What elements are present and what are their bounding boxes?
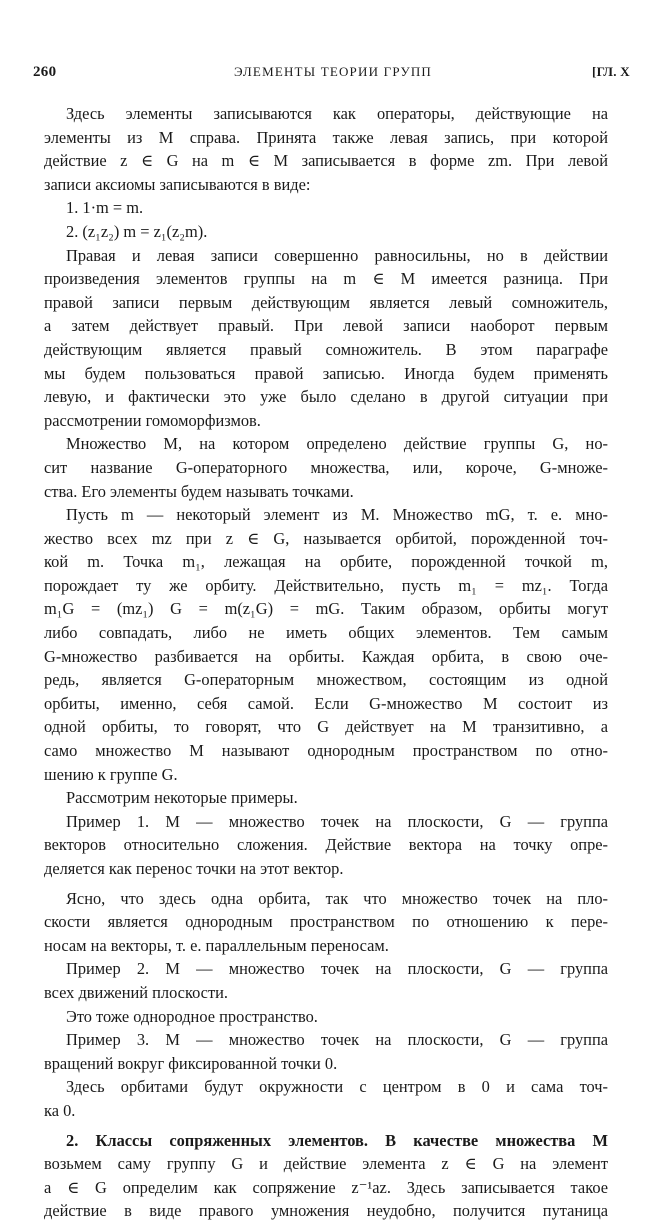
text-line: Здесь элементы записываются как операторы, действующие на xyxy=(66,104,608,123)
text-line: a ∈ G определим как сопряжение z⁻¹az. Здесь записывается такое xyxy=(44,1177,608,1197)
text-line: записи аксиомы записываются в виде: xyxy=(44,174,311,194)
body-text xyxy=(44,102,608,1223)
text-line: произведения элементов группы на m ∈ M имеется разница. При xyxy=(44,269,608,289)
text-line: носам на векторы, т. е. параллельным переносам. xyxy=(44,935,389,955)
text-line: ка 0. xyxy=(44,1100,76,1120)
example-3-line: Пример 3. M — множество точек на плоскости, G — группа xyxy=(66,1030,608,1050)
text-line: жество всех mz при z ∈ G, называется орбитой, порожденной точ- xyxy=(44,528,608,548)
text-line: скости является однородным пространством по отношению к пере- xyxy=(44,912,608,932)
text-line: кой m. Точка m₁, лежащая на орбите, порожденной точкой m, xyxy=(44,552,608,572)
section-heading-line: 2. Классы сопряженных элементов. В качестве множества M xyxy=(66,1130,608,1150)
text-line: векторов относительно сложения. Действие вектора на точку опре- xyxy=(44,835,608,855)
text-line: мы будем пользоваться правой записью. Иногда будем применять xyxy=(44,363,608,383)
running-title: ЭЛЕМЕНТЫ ТЕОРИИ ГРУПП xyxy=(233,64,433,79)
text-line: элементы из M справа. Принята также левая запись, при которой xyxy=(44,127,608,147)
example-1-line: Пример 1. M — множество точек на плоскости, G — группа xyxy=(66,811,608,831)
axiom-1: 1. 1·m = m. xyxy=(66,198,144,218)
text-line: ства. Его элементы будем называть точками. xyxy=(44,481,354,501)
text-line: всех движений плоскости. xyxy=(44,982,228,1002)
text-line: действие z ∈ G на m ∈ M записывается в форме zm. При левой xyxy=(44,151,608,171)
text-line: Правая и левая записи совершенно равносильны, но в действии xyxy=(66,245,608,265)
text-line: само множество M называют однородным пространством по отно- xyxy=(44,741,608,761)
text-line: Ясно, что здесь одна орбита, так что множество точек на пло- xyxy=(66,888,608,908)
text-line: редь, является G-операторным множеством, состоящим из одной xyxy=(44,670,608,690)
text-line: орбиты, именно, себя самой. Если G-множество M состоит из xyxy=(44,693,608,713)
text-line: шению к группе G. xyxy=(44,764,178,784)
text-line: Это тоже однородное пространство. xyxy=(66,1006,318,1026)
page-number: 260 xyxy=(33,64,57,80)
text-line: деляется как перенос точки на этот вектор. xyxy=(44,859,344,878)
axiom-2: 2. (z₁z₂) m = z₁(z₂m). xyxy=(66,221,208,241)
text-line: Пусть m — некоторый элемент из M. Множество mG, т. е. мно- xyxy=(66,505,608,525)
text-line: рассмотрении гомоморфизмов. xyxy=(44,410,261,430)
chapter-label: [ГЛ. X xyxy=(591,64,630,79)
text-line: Рассмотрим некоторые примеры. xyxy=(66,788,298,808)
text-line: Множество M, на котором определено действие группы G, но- xyxy=(66,434,608,454)
text-line: сит название G-операторного множества, или, короче, G-множе- xyxy=(44,457,608,477)
text-line: m₁G = (mz₁) G = m(z₁G) = mG. Таким образом, орбиты могут xyxy=(44,599,608,619)
text-line: либо совпадать, либо не иметь общих элементов. Тем самым xyxy=(44,623,608,643)
text-line: действующим является правый сомножитель. В этом параграфе xyxy=(44,339,608,359)
text-line: возьмем саму группу G и действие элемента z ∈ G на элемент xyxy=(44,1154,608,1174)
text-line: левую, и фактически это уже было сделано в другой ситуации при xyxy=(44,387,608,407)
text-line: одной орбиты, то говорят, что G действует на M транзитивно, а xyxy=(44,717,608,737)
example-2-line: Пример 2. M — множество точек на плоскости, G — группа xyxy=(66,959,608,979)
text-line: действие в виде правого умножения неудобно, получится путаница xyxy=(44,1201,608,1221)
text-line: порождает ту же орбиту. Действительно, пусть m₁ = mz₁. Тогда xyxy=(44,575,608,595)
text-line: а затем действует правый. При левой записи наоборот первым xyxy=(44,316,608,336)
text-line: G-множество разбивается на орбиты. Каждая орбита, в свою оче- xyxy=(44,646,608,666)
text-line: вращений вокруг фиксированной точки 0. xyxy=(44,1053,338,1073)
text-line: Здесь орбитами будут окружности с центром в 0 и сама точ- xyxy=(66,1077,608,1097)
text-line: правой записи первым действующим является левый сомножитель, xyxy=(44,292,608,312)
